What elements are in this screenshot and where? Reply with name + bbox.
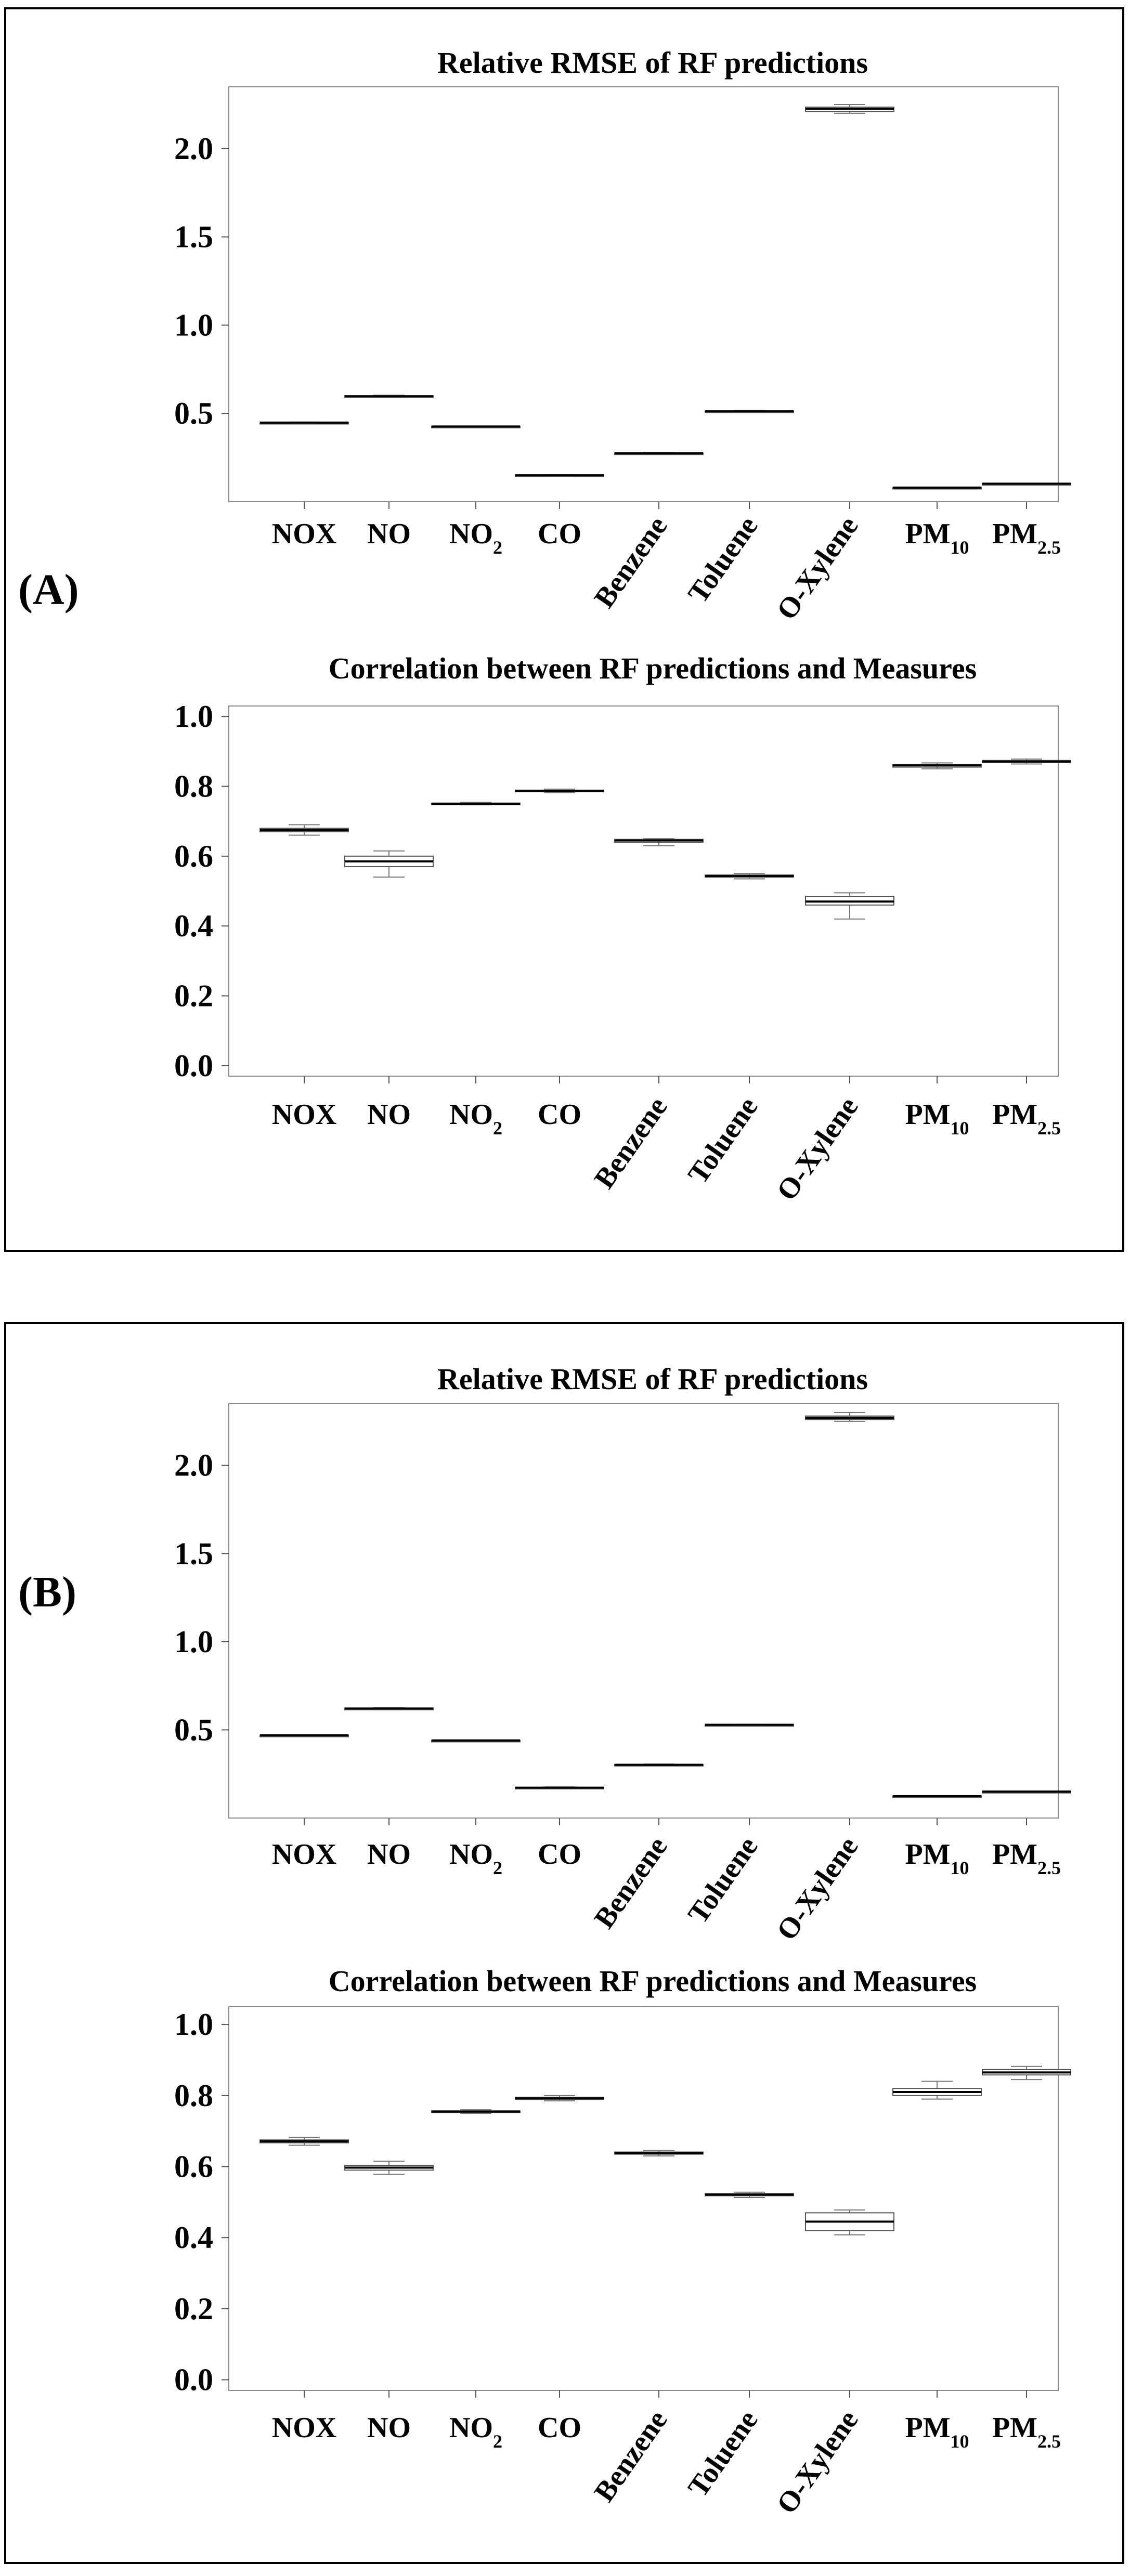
- box-toluene: [705, 873, 794, 879]
- panel-b-label: (B): [18, 1568, 76, 1616]
- y-tick-label: 0.6: [174, 839, 213, 873]
- box-no2: [432, 426, 520, 428]
- chart-b-correlation: [174, 1964, 1071, 2519]
- box-oxylene: [806, 104, 894, 113]
- x-tick-label: $NO_2$: [449, 2412, 502, 2452]
- y-tick-label: 2.0: [174, 131, 213, 166]
- x-tick-label: $PM_{2.5}$: [992, 518, 1061, 558]
- box-no: [345, 851, 433, 877]
- box-pm25: [982, 759, 1071, 764]
- x-tick-label: $NO_2$: [449, 1099, 502, 1139]
- box-toluene: [705, 2192, 794, 2198]
- x-tick-label: $PM_{2.5}$: [992, 1099, 1061, 1139]
- x-tick-label: NOX: [271, 2412, 337, 2444]
- plot-area: [174, 699, 1071, 1206]
- x-tick-label: O-Xylene: [770, 1830, 865, 1946]
- plot-area: [174, 104, 1071, 625]
- box-no: [345, 395, 433, 397]
- x-tick-label: Toluene: [682, 510, 764, 609]
- x-tick-label: O-Xylene: [770, 510, 865, 626]
- box-nox: [260, 422, 348, 424]
- box-no2: [432, 802, 520, 805]
- x-tick-label: NO: [367, 2412, 411, 2444]
- x-tick-label: $PM_{10}$: [905, 518, 969, 558]
- box-co: [515, 475, 604, 476]
- box-pm10: [893, 763, 981, 768]
- plot-area: [174, 2007, 1071, 2519]
- x-tick-label: $PM_{2.5}$: [992, 2412, 1061, 2452]
- box-pm25: [982, 2067, 1071, 2080]
- plot-frame: [229, 2007, 1058, 2390]
- box-benzene: [615, 1764, 703, 1766]
- x-tick-label: CO: [538, 518, 581, 550]
- box-nox: [260, 2137, 348, 2145]
- box-oxylene: [806, 893, 894, 919]
- y-tick-label: 0.5: [174, 396, 213, 431]
- y-tick-label: 0.4: [174, 909, 213, 944]
- y-tick-label: 0.6: [174, 2149, 213, 2184]
- chart-title: Correlation between RF predictions and Measures: [328, 651, 977, 685]
- panel-a-label: (A): [18, 566, 79, 614]
- box-nox: [260, 1735, 348, 1736]
- chart-a-correlation: [174, 651, 1071, 1206]
- x-tick-label: $PM_{10}$: [905, 1099, 969, 1139]
- x-tick-label: Toluene: [682, 1830, 764, 1930]
- y-tick-label: 0.5: [174, 1712, 213, 1747]
- chart-title: Correlation between RF predictions and Measures: [328, 1964, 977, 1998]
- x-tick-label: CO: [538, 2412, 581, 2444]
- x-tick-label: Benzene: [588, 2404, 674, 2508]
- y-tick-label: 2.0: [174, 1448, 213, 1483]
- chart-a-rmse: [174, 46, 1071, 625]
- plot-frame: [229, 706, 1058, 1076]
- y-tick-label: 0.8: [174, 769, 213, 804]
- x-tick-label: $PM_{10}$: [905, 1838, 969, 1878]
- box-benzene: [615, 453, 703, 455]
- box-co: [515, 2096, 604, 2101]
- y-tick-label: 0.8: [174, 2078, 213, 2113]
- box-toluene: [705, 1724, 794, 1726]
- x-tick-label: NOX: [271, 1099, 337, 1131]
- box-no2: [432, 1740, 520, 1742]
- box-oxylene: [806, 1413, 894, 1421]
- box-pm25: [982, 1791, 1071, 1793]
- x-tick-label: $NO_2$: [449, 1838, 502, 1878]
- box-co: [515, 1787, 604, 1789]
- x-tick-label: O-Xylene: [770, 1091, 865, 1207]
- x-tick-label: $NO_2$: [449, 518, 502, 558]
- y-tick-label: 1.0: [174, 1624, 213, 1659]
- box-pm10: [893, 487, 981, 489]
- x-tick-label: NOX: [271, 518, 337, 550]
- x-tick-label: CO: [538, 1838, 581, 1871]
- x-tick-label: NO: [367, 518, 411, 550]
- box-no: [345, 1708, 433, 1710]
- y-tick-label: 1.5: [174, 1536, 213, 1571]
- box-nox: [260, 825, 348, 835]
- box-co: [515, 789, 604, 793]
- y-tick-label: 0.0: [174, 2362, 213, 2397]
- box-toluene: [705, 411, 794, 413]
- chart-b-rmse: [174, 1362, 1071, 1946]
- box-pm25: [982, 483, 1071, 485]
- y-tick-label: 1.0: [174, 699, 213, 734]
- plot-frame: [229, 1404, 1058, 1818]
- y-tick-label: 1.0: [174, 308, 213, 343]
- box-no: [345, 2161, 433, 2174]
- y-tick-label: 1.5: [174, 219, 213, 254]
- box-pm10: [893, 2082, 981, 2099]
- box-oxylene: [806, 2210, 894, 2235]
- x-tick-label: Benzene: [588, 1091, 674, 1195]
- y-tick-label: 0.2: [174, 978, 213, 1013]
- y-tick-label: 0.2: [174, 2291, 213, 2326]
- y-tick-label: 0.4: [174, 2220, 213, 2255]
- x-tick-label: $PM_{10}$: [905, 2412, 969, 2452]
- x-tick-label: NO: [367, 1838, 411, 1871]
- y-tick-label: 0.0: [174, 1048, 213, 1083]
- chart-title: Relative RMSE of RF predictions: [437, 1362, 868, 1396]
- x-tick-label: NO: [367, 1099, 411, 1131]
- plot-area: [174, 1413, 1071, 1946]
- panel-a-frame: [5, 8, 1123, 1251]
- y-tick-label: 1.0: [174, 2007, 213, 2042]
- x-tick-label: NOX: [271, 1838, 337, 1871]
- box-pm10: [893, 1796, 981, 1797]
- x-tick-label: O-Xylene: [770, 2404, 865, 2520]
- x-tick-label: CO: [538, 1099, 581, 1131]
- plot-frame: [229, 87, 1058, 502]
- x-tick-label: Toluene: [682, 1091, 764, 1190]
- box-no2: [432, 2110, 520, 2113]
- x-tick-label: Toluene: [682, 2404, 764, 2503]
- box-benzene: [615, 2151, 703, 2156]
- panel-b-frame: [5, 1323, 1123, 2563]
- x-tick-label: Benzene: [588, 510, 674, 614]
- box-benzene: [615, 839, 703, 845]
- chart-title: Relative RMSE of RF predictions: [437, 46, 868, 80]
- x-tick-label: Benzene: [588, 1830, 674, 1934]
- x-tick-label: $PM_{2.5}$: [992, 1838, 1061, 1878]
